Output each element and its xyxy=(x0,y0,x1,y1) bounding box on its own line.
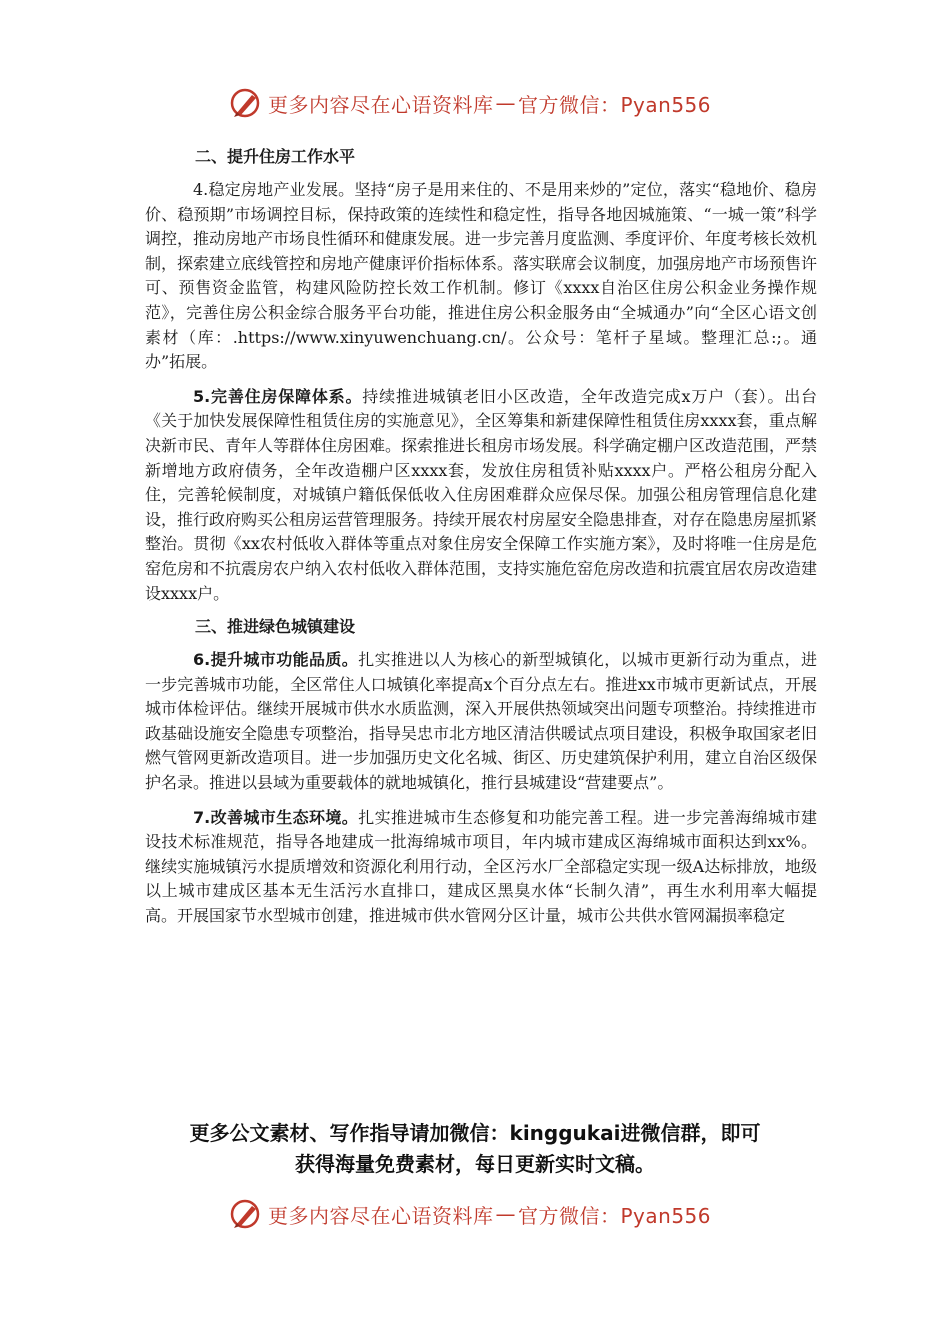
paragraph-6 xyxy=(145,648,817,796)
paragraph-lead: 5.完善住房保障体系。 xyxy=(193,386,363,406)
promo-notice xyxy=(120,1118,830,1180)
pen-logo-icon xyxy=(228,1197,262,1231)
paragraph-lead: 6.提升城市功能品质。 xyxy=(193,650,359,670)
footer-banner xyxy=(228,1194,711,1234)
section-heading: 三、推进绿色城镇建设 xyxy=(195,617,356,637)
paragraph-text: 持续推进城镇老旧小区改造，全年改造完成x万户（套）。出台《关于加快发展保障性租赁住房的实施意见》，全区筹集和新建保障性租赁住房xxxx套，重点解决新市民、青年人等群体住房困难。探索推进长租房市场发展。科学确定棚户区改造范围，严禁新增地方政府债务，全年改造棚户区xxxx套，发放住房租赁补贴xxxx户。严格公租房分配入住，完善轮候制度，对城镇户籍低保低收入住房困难群众应保尽保。加强公租房管理信息化建设，推行政府购买公租房运营管理服务。持续开展农村房屋安全隐患排查，对存在隐患房屋抓紧整治。贯彻《xx农村低收入群体等重点对象住房安全保障工作实施方案》，及时将唯一住房是危窑危房和不抗震房农户纳入农村低收入群体范围，支持实施危窑危房改造和抗震宜居农房改造建设xxxx户。 xyxy=(145,386,818,603)
banner-title: 更多内容尽在心语资料库 xyxy=(268,92,494,117)
promo-line-1: 更多公文素材、写作指导请加微信：kinggukai进微信群，即可 xyxy=(189,1121,761,1145)
paragraph-text: 扎实推进以人为核心的新型城镇化，以城市更新行动为重点，进一步完善城市功能，全区常住人口城镇化率提高x个百分点左右。推进xx市城市更新试点，开展城市体检评估。继续开展城市供水水质监测，深入开展供热领域突出问题专项整治。持续推进市政基础设施安全隐患专项整治，指导吴忠市北方地区清洁供暖试点项目建设，积极争取国家老旧燃气管网更新改造项目。进一步加强历史文化名城、街区、历史建筑保护利用，建立自治区级保护名录。推进以县域为重要载体的就地城镇化，推行县城建设“营建要点”。 xyxy=(145,650,818,793)
banner-title: 更多内容尽在心语资料库 xyxy=(268,1203,494,1228)
section-heading: 二、提升住房工作水平 xyxy=(195,147,356,166)
document-body xyxy=(145,146,817,939)
paragraph-text: 4.稳定房地产业发展。坚持“房子是用来住的、不是用来炒的”定位，落实“稳地价、稳房价、稳预期”市场调控目标，保持政策的连续性和稳定性，指导各地因城施策、“一城一策”科学调控，推动房地产市场良性循环和健康发展。进一步完善月度监测、季度评价、年度考核长效机制，探索建立底线管控和房地产健康评价指标体系。落实联席会议制度，加强房地产市场预售许可、预售资金监管，构建风险防控长效工作机制。修订《xxxx自治区住房公积金业务操作规范》，完善住房公积金综合服务平台功能，推进住房公积金服务由“全城通办”向“全区心语文创素材（库：.https://www.xinyuwenchuang.cn/。公众号：笔杆子星域。整理汇总:;。通办”拓展。 xyxy=(145,180,818,372)
banner-wechat: 官方微信：Pyan556 xyxy=(518,92,712,117)
banner-wechat: 官方微信：Pyan556 xyxy=(518,1203,712,1228)
paragraph-5 xyxy=(145,385,817,606)
paragraph-text: 扎实推进城市生态修复和功能完善工程。进一步完善海绵城市建设技术标准规范，指导各地建成一批海绵城市项目，年内城市建成区海绵城市面积达到xx%。继续实施城镇污水提质增效和资源化利用行动，全区污水厂全部稳定实现一级A达标排放，地级以上城市建成区基本无生活污水直排口，建成区黑臭水体“长制久清”，再生水利用率大幅提高。开展国家节水型城市创建，推进城市供水管网分区计量，城市公共供水管网漏损率稳定 xyxy=(145,807,817,926)
paragraph-lead: 7.改善城市生态环境。 xyxy=(193,807,359,827)
banner-separator: — xyxy=(495,91,516,115)
promo-line-2: 获得海量免费素材，每日更新实时文稿。 xyxy=(295,1152,655,1176)
paragraph-4 xyxy=(145,178,817,375)
header-banner xyxy=(228,83,711,123)
banner-separator: — xyxy=(495,1202,516,1226)
pen-logo-icon xyxy=(228,86,262,120)
paragraph-7 xyxy=(145,806,817,929)
